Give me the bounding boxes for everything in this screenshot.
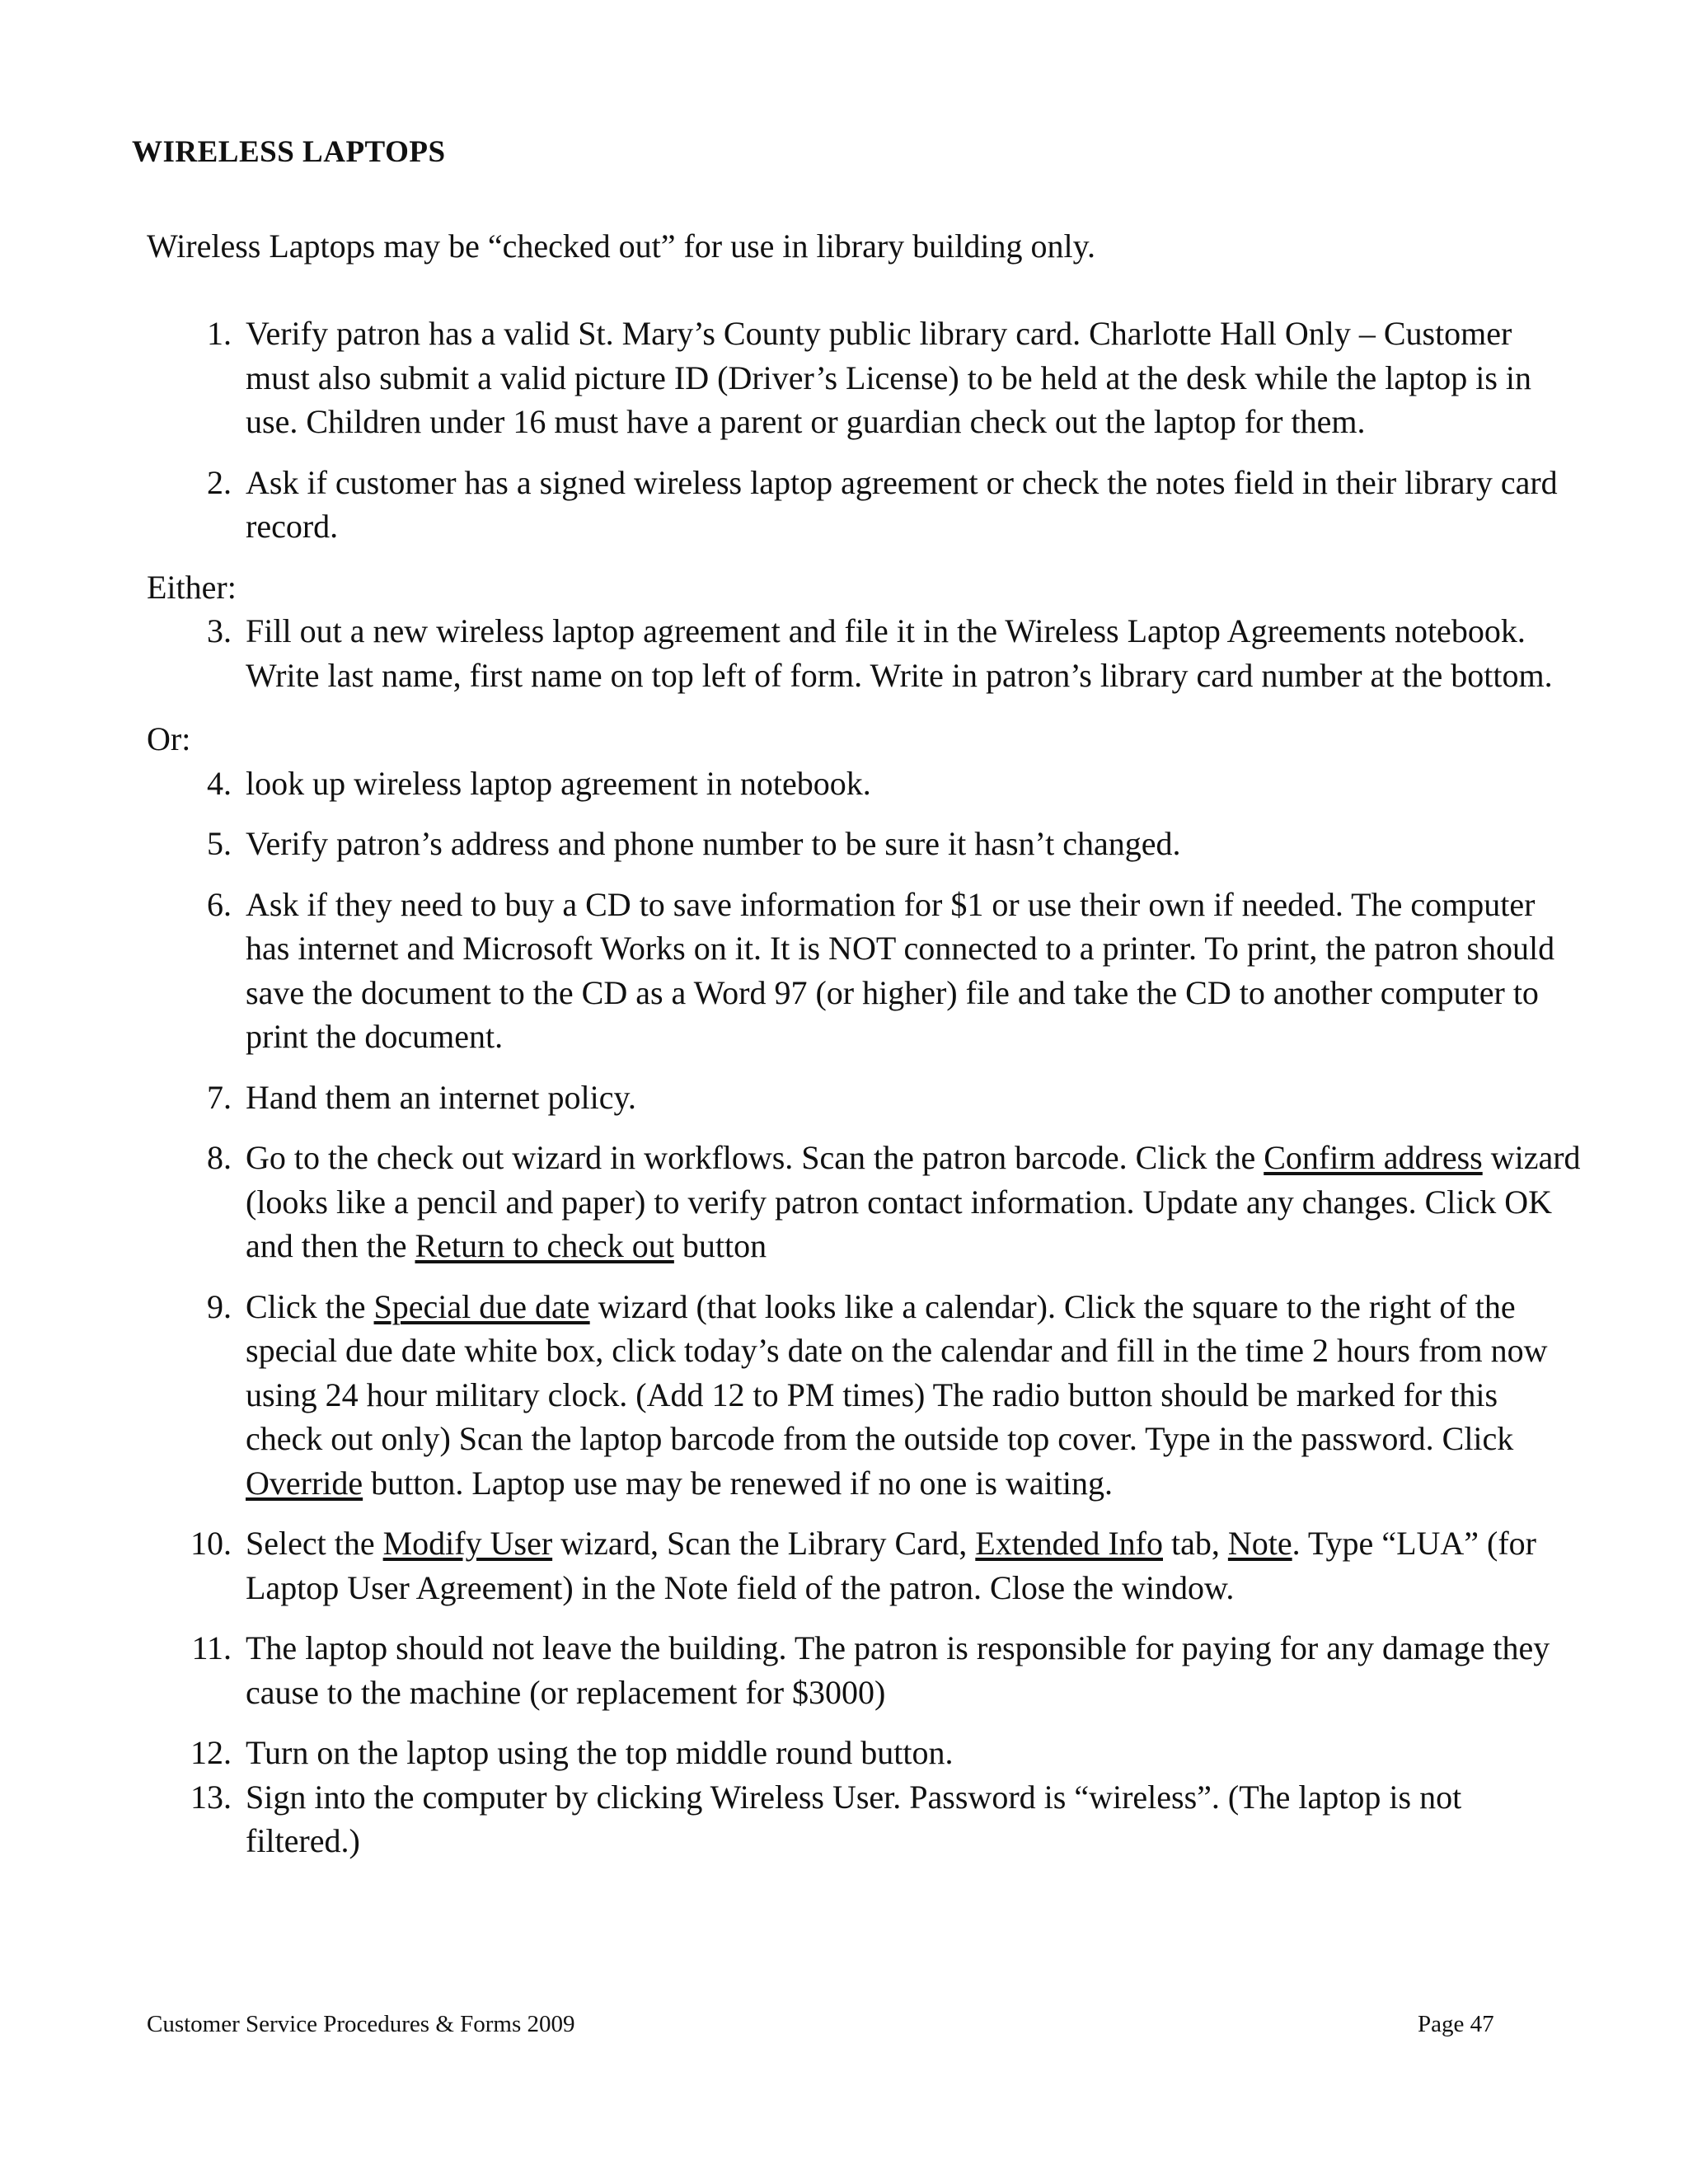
item-number: 2.: [207, 463, 232, 501]
item-number: 6.: [207, 885, 232, 923]
item-text: Turn on the laptop using the top middle round button.: [246, 1734, 954, 1771]
either-label: Either:: [147, 568, 237, 606]
item-text-c: button. Laptop use may be renewed if no one is waiting.: [363, 1464, 1113, 1502]
item-text-a: Select the: [246, 1525, 383, 1562]
page-number: Page 47: [1418, 2011, 1494, 2037]
extended-info-link: Extended Info: [975, 1525, 1163, 1562]
list-item: [147, 461, 1581, 549]
item-text: look up wireless laptop agreement in notebook.: [246, 764, 871, 802]
item-text: Fill out a new wireless laptop agreement and file it in the Wireless Laptop Agreements notebook. Write last name, first name on top left of form. Write in patron’s library card number at the bottom.: [246, 612, 1553, 694]
page-title: WIRELESS LAPTOPS: [132, 135, 446, 169]
item-text-b: wizard (looks like a pencil and paper) to verify patron contact information. Update any changes. Click OK and then the: [246, 1139, 1581, 1264]
item-text: Ask if customer has a signed wireless laptop agreement or check the notes field in their library card record.: [246, 463, 1558, 545]
list-item: [147, 1731, 1581, 1775]
item-number: 5.: [207, 825, 232, 862]
item-number: 9.: [207, 1287, 232, 1325]
list-item: [147, 1136, 1581, 1268]
override-link: Override: [246, 1464, 363, 1502]
special-due-date-link: Special due date: [373, 1287, 590, 1325]
item-number: 1.: [207, 315, 232, 352]
item-number: 8.: [207, 1139, 232, 1176]
item-text: Verify patron has a valid St. Mary’s County public library card. Charlotte Hall Only – Customer must also submit a valid picture ID (Driver’s License) to be held at the desk while the laptop is in use. Children under 16 must have a parent or guardian check out the laptop for them.: [246, 315, 1531, 440]
list-item: [147, 1775, 1581, 1863]
list-item: [147, 883, 1581, 1059]
intro-text: Wireless Laptops may be “checked out” for use in library building only.: [147, 227, 1096, 265]
confirm-address-link: Confirm address: [1264, 1139, 1483, 1176]
item-text-b: wizard (that looks like a calendar). Click the square to the right of the special due date white box, click today’s date on the calendar and fill in the time 2 hours from now using 24 hour military clock. (Add 12 to PM times) The radio button should be marked for this check out only) Scan the laptop barcode from the outside top cover. Type in the password. Click: [246, 1287, 1548, 1457]
list-item: [147, 1285, 1581, 1506]
list-item: [147, 762, 1581, 806]
procedure-list: [147, 312, 1581, 1863]
item-number: 4.: [207, 764, 232, 802]
item-number: 11.: [191, 1629, 232, 1666]
item-text: Sign into the computer by clicking Wireless User. Password is “wireless”. (The laptop is not filtered.): [246, 1778, 1462, 1859]
list-item: [147, 1626, 1581, 1714]
item-text-a: Go to the check out wizard in workflows. Scan the patron barcode. Click the: [246, 1139, 1264, 1176]
list-item: [147, 1521, 1581, 1610]
item-text: Ask if they need to buy a CD to save information for $1 or use their own if needed. The computer has internet and Microsoft Works on it. It is NOT connected to a printer. To print, the patron should save the document to the CD as a Word 97 (or higher) file and take the CD to another computer to print the document.: [246, 885, 1555, 1055]
item-text-c: tab,: [1163, 1525, 1228, 1562]
list-item: [147, 1076, 1581, 1120]
item-number: 10.: [190, 1525, 232, 1562]
note-link: Note: [1227, 1525, 1292, 1562]
return-to-check-out-link: Return to check out: [415, 1227, 674, 1264]
item-number: 12.: [190, 1734, 232, 1771]
or-label: Or:: [147, 720, 191, 757]
list-item: [147, 822, 1581, 866]
modify-user-link: Modify User: [382, 1525, 553, 1562]
item-number: 7.: [207, 1078, 232, 1116]
footer-title: Customer Service Procedures & Forms 2009: [147, 2011, 575, 2037]
item-number: 13.: [190, 1778, 232, 1816]
list-item: [147, 609, 1581, 697]
list-item: [147, 312, 1581, 444]
item-text: Verify patron’s address and phone number to be sure it hasn’t changed.: [246, 825, 1181, 862]
item-text-b: wizard, Scan the Library Card,: [552, 1525, 976, 1562]
item-number: 3.: [207, 612, 232, 649]
item-text-c: button: [673, 1227, 767, 1264]
item-text: The laptop should not leave the building. The patron is responsible for paying for any damage they cause to the machine (or replacement for $3000): [246, 1629, 1550, 1711]
item-text-a: Click the: [246, 1287, 374, 1325]
item-text: Hand them an internet policy.: [246, 1078, 636, 1116]
item-text-d: . Type “LUA” (for Laptop User Agreement) in the Note field of the patron. Close the window.: [246, 1525, 1536, 1606]
